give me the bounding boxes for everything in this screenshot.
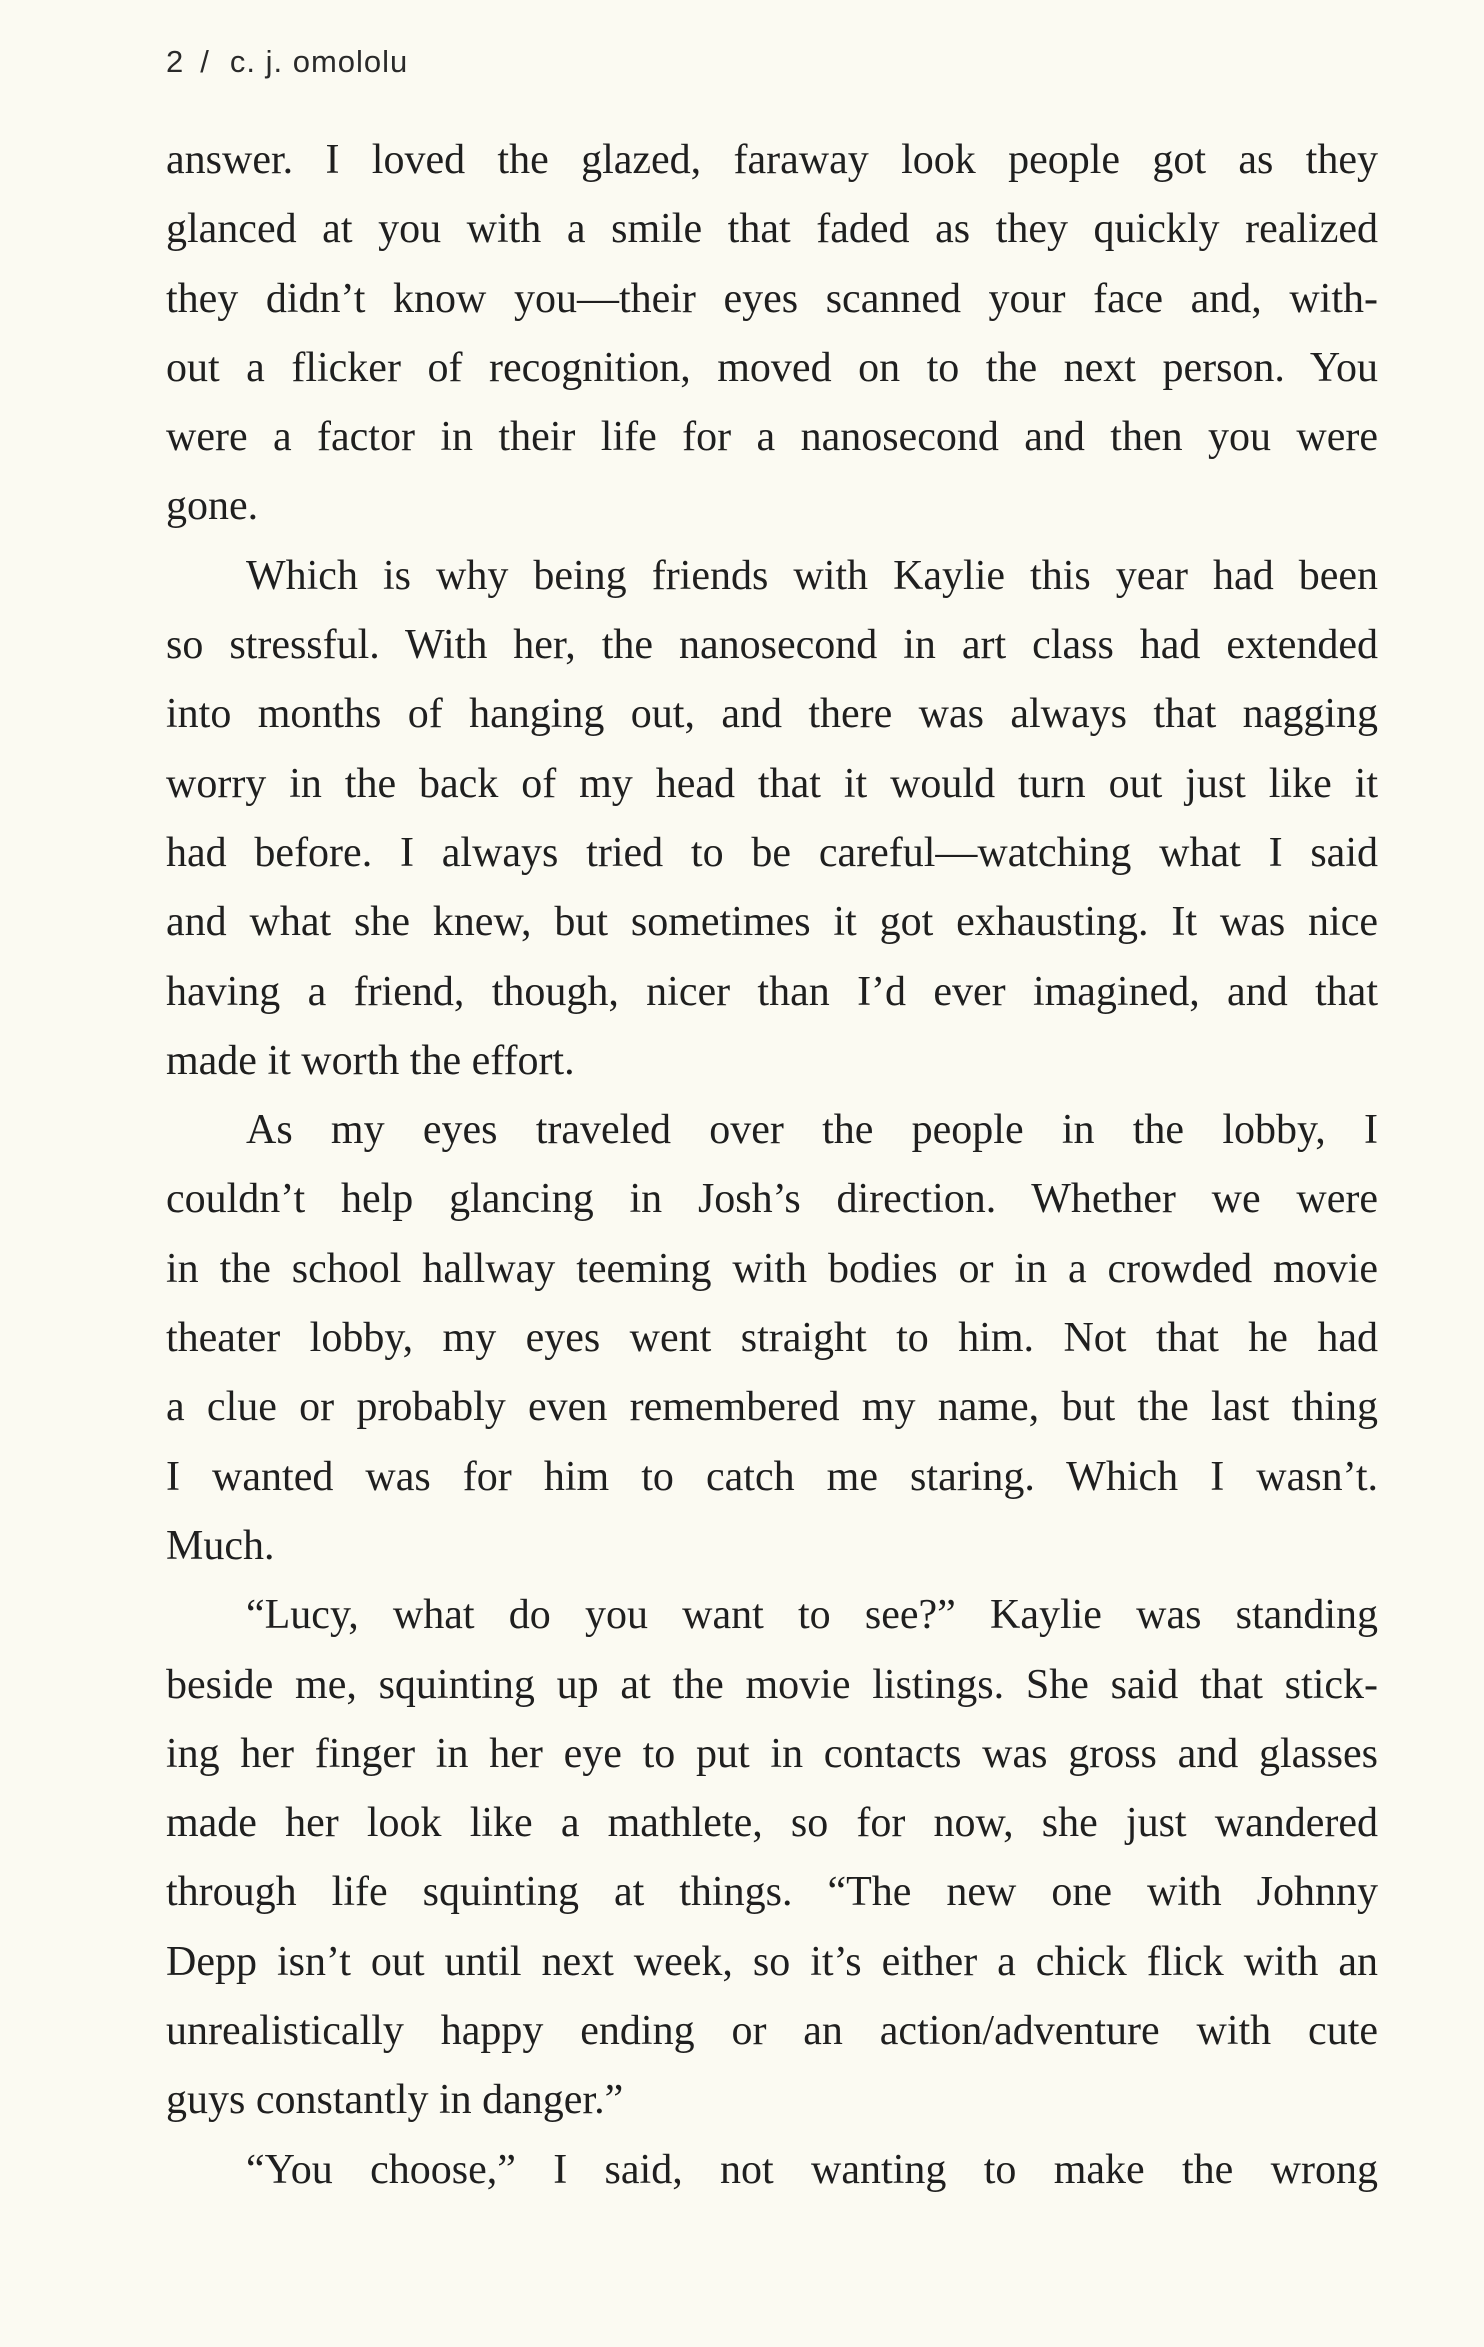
text-line: couldn’t help glancing in Josh’s direction. Whether we were <box>166 1176 1378 1223</box>
text-line: ing her finger in her eye to put in contacts was gross and glasses <box>166 1730 1378 1777</box>
text-line: and what she knew, but sometimes it got exhausting. It was nice <box>166 899 1378 946</box>
text-line: As my eyes traveled over the people in the lobby, I <box>246 1107 1378 1154</box>
text-line: into months of hanging out, and there was always that nagging <box>166 691 1378 738</box>
text-line: were a factor in their life for a nanosecond and then you were <box>166 414 1378 461</box>
text-line: I wanted was for him to catch me staring. Which I wasn’t. <box>166 1453 1378 1500</box>
text-line: gone. <box>166 483 259 530</box>
text-line: theater lobby, my eyes went straight to him. Not that he had <box>166 1315 1378 1362</box>
text-line: unrealistically happy ending or an action/adventure with cute <box>166 2008 1378 2055</box>
text-line: they didn’t know you—their eyes scanned your face and, with- <box>166 275 1378 322</box>
text-line: “You choose,” I said, not wanting to make the wrong <box>246 2146 1378 2193</box>
text-line: through life squinting at things. “The new one with Johnny <box>166 1869 1378 1916</box>
text-line: had before. I always tried to be careful—watching what I said <box>166 829 1378 876</box>
author-name: c. j. omololu <box>229 44 409 79</box>
text-line: guys constantly in danger.” <box>166 2077 624 2124</box>
text-line: Much. <box>166 1522 275 1569</box>
text-line: so stressful. With her, the nanosecond in art class had extended <box>166 622 1378 669</box>
running-head <box>166 44 408 80</box>
text-line: in the school hallway teeming with bodies or in a crowded movie <box>166 1245 1378 1292</box>
body-text <box>166 126 1378 2205</box>
text-line: Depp isn’t out until next week, so it’s either a chick flick with an <box>166 1938 1378 1985</box>
text-line: made it worth the effort. <box>166 1037 575 1084</box>
text-line: “Lucy, what do you want to see?” Kaylie was standing <box>246 1592 1378 1639</box>
page-number: 2 <box>166 44 185 79</box>
text-line: out a flicker of recognition, moved on to the next person. You <box>166 344 1378 391</box>
header-separator: / <box>200 44 210 79</box>
text-line: made her look like a mathlete, so for now, she just wandered <box>166 1800 1378 1847</box>
text-line: glanced at you with a smile that faded as they quickly realized <box>166 206 1378 253</box>
text-line: Which is why being friends with Kaylie this year had been <box>246 552 1378 599</box>
text-line: beside me, squinting up at the movie listings. She said that stick- <box>166 1661 1378 1708</box>
text-line: having a friend, though, nicer than I’d ever imagined, and that <box>166 968 1378 1015</box>
text-line: a clue or probably even remembered my name, but the last thing <box>166 1384 1378 1431</box>
text-line: answer. I loved the glazed, faraway look people got as they <box>166 137 1378 183</box>
text-line: worry in the back of my head that it would turn out just like it <box>166 760 1378 807</box>
